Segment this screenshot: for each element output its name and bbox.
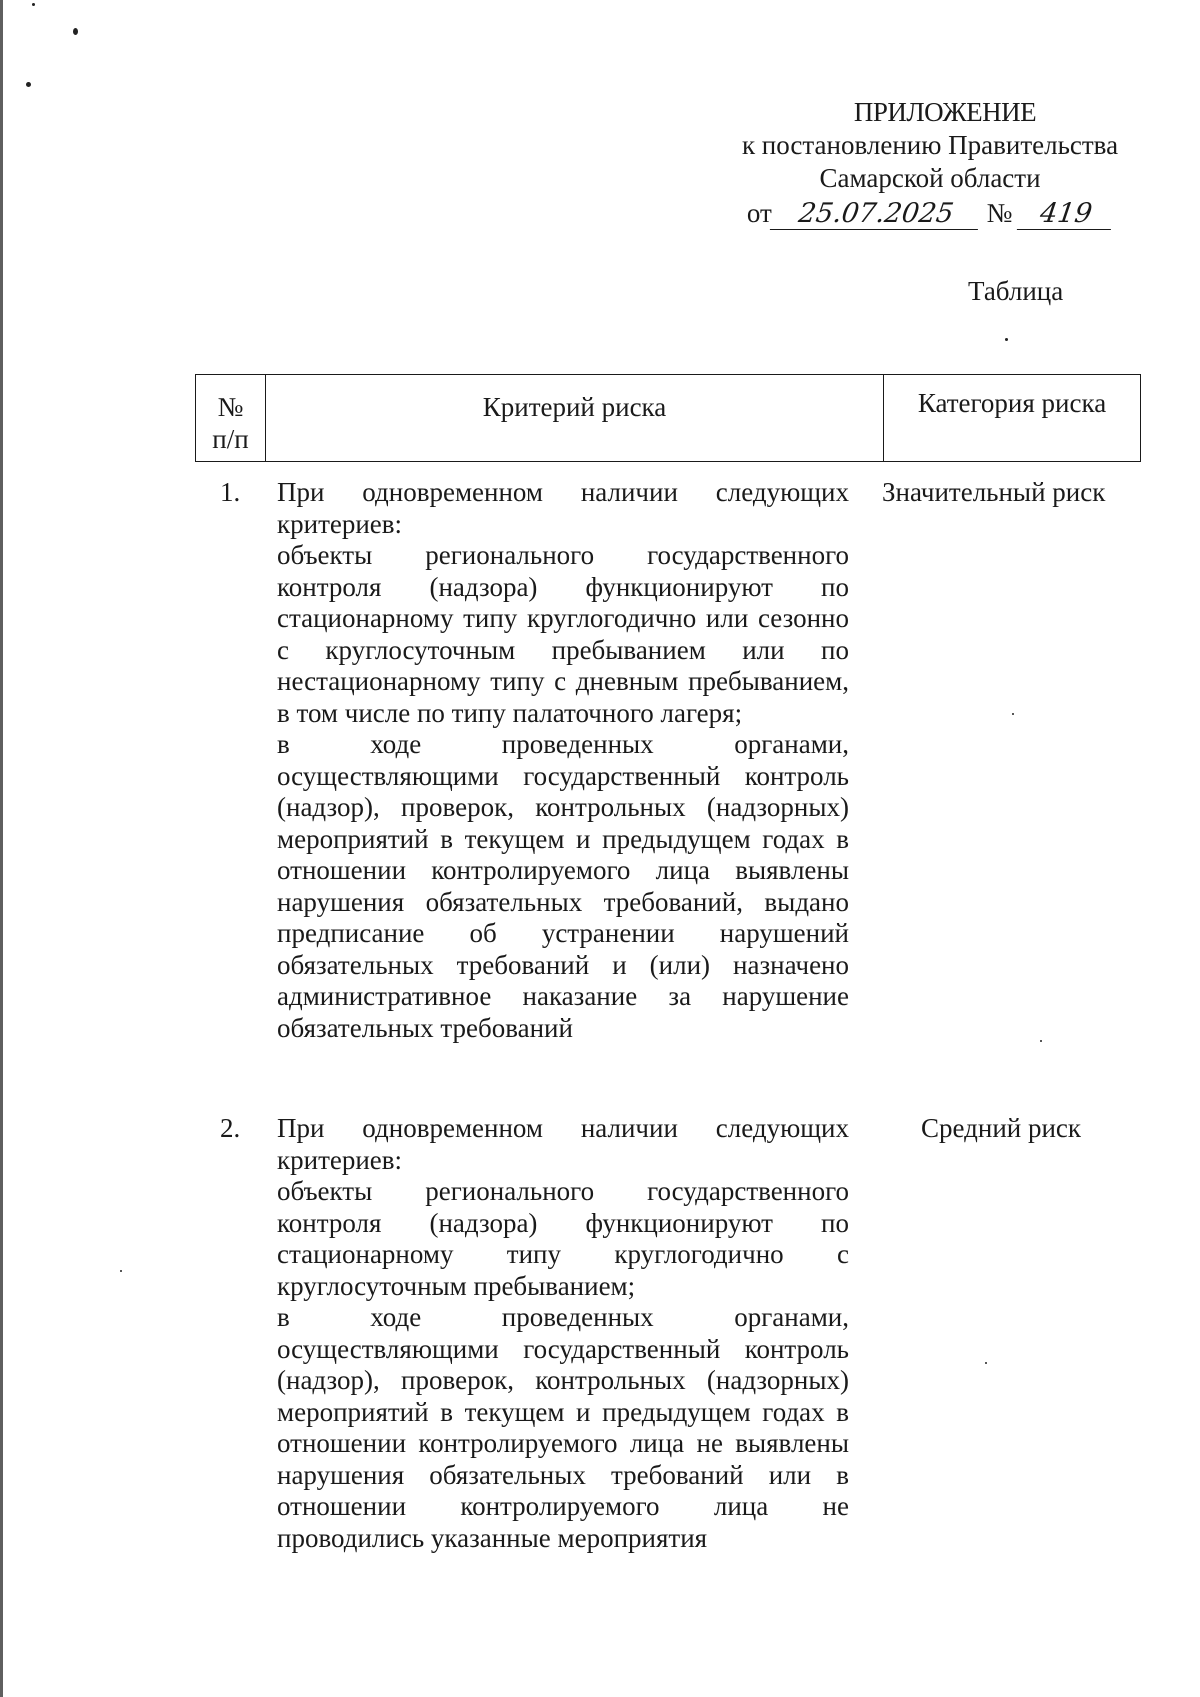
- scan-speck: [32, 3, 35, 6]
- date-prefix: от: [746, 198, 772, 228]
- row-criterion: [277, 477, 849, 1044]
- row-category: Средний риск: [921, 1113, 1082, 1143]
- scan-page-edge: [0, 0, 3, 1697]
- row-number: 2.: [220, 1113, 241, 1143]
- appendix-resolution-line: к постановлению Правительства: [741, 130, 1119, 160]
- column-header-category: Категория риска: [917, 388, 1107, 418]
- scan-speck: [26, 82, 31, 87]
- criterion-paragraph: в ходе проведенных органами, осуществляющими государственный контроль (надзор), проверок, контрольных (надзорных) мероприятий в текущем и предыдущем годах в отношении контролируемого лица не выявлены нарушения обязательных требований или в отношении контролируемого лица не проводились указанные мероприятия: [277, 1302, 849, 1553]
- handwritten-date: 25.07.2025: [770, 199, 982, 230]
- column-header-number: [196, 375, 266, 461]
- row-category: Значительный риск: [882, 477, 1106, 507]
- appendix-header: [720, 96, 1140, 230]
- scan-speck: [985, 1362, 987, 1364]
- column-header-number-label: № п/п: [212, 392, 249, 454]
- scan-speck: [1040, 1040, 1042, 1042]
- table-header: [195, 374, 1141, 462]
- table-caption: Таблица: [968, 276, 1064, 306]
- row-criterion: [277, 1113, 849, 1554]
- handwritten-number: 419: [1017, 199, 1115, 230]
- scan-speck: [120, 1270, 122, 1272]
- criterion-paragraph: При одновременном наличии следующих критериев:: [277, 477, 849, 539]
- scan-speck: [1005, 338, 1008, 341]
- row-number: 1.: [220, 477, 241, 507]
- criterion-paragraph: объекты регионального государственного контроля (надзора) функционируют по стационарному типу круглогодично или сезонно с круглосуточным пребыванием или по нестационарному типу с дневным пребыванием, в том числе по типу палаточного лагеря;: [277, 540, 849, 728]
- criterion-paragraph: в ходе проведенных органами, осуществляющими государственный контроль (надзор), проверок, контрольных (надзорных) мероприятий в текущем и предыдущем годах в отношении контролируемого лица выявлены нарушения обязательных требований, выдано предписание об устранении нарушений обязательных требований и (или) назначено административное наказание за нарушение обязательных требований: [277, 729, 849, 1043]
- appendix-region-line: Самарской области: [819, 163, 1041, 193]
- number-sign: №: [986, 198, 1013, 228]
- appendix-date-row: [720, 197, 1140, 230]
- scan-speck: [1012, 713, 1014, 715]
- criterion-paragraph: При одновременном наличии следующих критериев:: [277, 1113, 849, 1175]
- appendix-title: ПРИЛОЖЕНИЕ: [853, 97, 1037, 127]
- criterion-paragraph: объекты регионального государственного контроля (надзора) функционируют по стационарному типу круглогодично с круглосуточным пребыванием;: [277, 1176, 849, 1301]
- scan-speck: [73, 28, 78, 35]
- column-header-criterion: Критерий риска: [266, 375, 884, 461]
